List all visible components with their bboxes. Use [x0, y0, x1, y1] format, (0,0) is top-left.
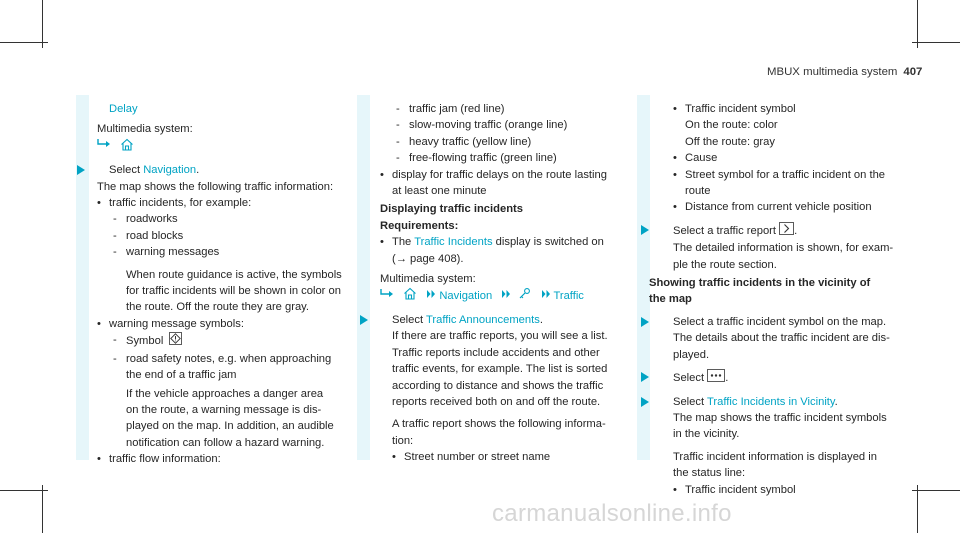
paragraph-line: reports received both on and off the route.	[392, 395, 601, 408]
list-item: • Traffic incident symbol	[673, 103, 796, 115]
list-item: • The Traffic Incidents display is switched on	[380, 236, 604, 249]
list-item: • Street number or street name	[392, 451, 551, 464]
column-3	[649, 101, 911, 498]
paragraph-line: the status line:	[673, 467, 746, 480]
list-item: • Distance from current vehicle position	[673, 201, 872, 214]
list-item: • Street symbol for a traffic incident on the	[673, 168, 886, 181]
step-arrow-icon	[77, 165, 85, 175]
highlight-strip	[357, 95, 370, 460]
paragraph: The map shows the following traffic information:	[97, 180, 334, 193]
sub-list-continuation: the end of a traffic jam	[126, 369, 237, 382]
sub-list-item: - roadworks	[113, 213, 178, 226]
step-select-vicinity: Select Traffic Incidents in Vicinity.	[661, 394, 911, 410]
return-arrow-icon	[97, 138, 111, 155]
menu-label: Multimedia system:	[380, 273, 476, 286]
header-title: MBUX multimedia system	[767, 66, 898, 78]
note-line: notification can follow a hazard warning.	[126, 436, 325, 449]
crop-mark	[912, 490, 960, 491]
paragraph-line: tion:	[392, 434, 414, 447]
step-arrow-icon	[641, 317, 649, 327]
list-detail: On the route: color	[685, 119, 778, 132]
list-item: • Traffic incident symbol	[673, 483, 796, 496]
crop-mark	[0, 490, 48, 491]
paragraph-line: If there are traffic reports, you will see a list.	[392, 330, 608, 343]
paragraph-line: Traffic reports include accidents and other	[392, 346, 600, 359]
list-item: • display for traffic delays on the route lasting	[380, 168, 607, 181]
home-icon[interactable]	[120, 138, 134, 156]
page-reference[interactable]: (→ page 408).	[392, 252, 464, 265]
crop-mark	[912, 42, 960, 43]
column-1	[97, 101, 355, 468]
step-select-navigation: Select Navigation.	[97, 162, 355, 178]
paragraph-line: ple the route section.	[673, 258, 777, 271]
sub-list-item: - road safety notes, e.g. when approaching	[113, 352, 332, 365]
paragraph-line: The map shows the traffic incident symbols	[673, 411, 887, 424]
traffic-announcements-link[interactable]: Traffic Announcements	[426, 313, 540, 326]
paragraph-line: in the vicinity.	[673, 428, 740, 441]
sub-list-item: - warning messages	[113, 246, 220, 259]
menu-label: Multimedia system:	[97, 123, 193, 136]
menu-path	[97, 138, 355, 156]
paragraph-line: according to distance and shows the traffic	[392, 379, 604, 392]
double-chevron-icon	[426, 288, 436, 304]
chevron-right-icon[interactable]	[779, 222, 794, 240]
step-arrow-icon	[641, 372, 649, 382]
sub-list-item: - traffic jam (red line)	[396, 103, 505, 115]
crop-mark	[42, 485, 43, 533]
paragraph-line: Traffic incident information is displayed in	[673, 450, 877, 463]
path-traffic[interactable]: Traffic	[553, 290, 584, 303]
column-2	[380, 101, 630, 466]
home-icon[interactable]	[403, 287, 417, 305]
traffic-incidents-vicinity-link[interactable]: Traffic Incidents in Vicinity	[707, 395, 835, 408]
crop-mark	[0, 42, 48, 43]
sub-list-item: - Symbol	[97, 332, 355, 350]
paragraph-line: played.	[673, 348, 710, 361]
note-line: on the route, a warning message is dis-	[126, 403, 322, 416]
path-navigation[interactable]: Navigation	[439, 290, 493, 303]
step-select-announcements: Select Traffic Announcements.	[380, 312, 630, 328]
step-select-symbol: Select a traffic incident symbol on the map.	[661, 314, 911, 330]
section-heading: Displaying traffic incidents	[380, 203, 523, 216]
sub-list-item: - free-flowing traffic (green line)	[396, 152, 557, 165]
nav-settings-icon[interactable]	[518, 287, 531, 305]
list-item: • traffic incidents, for example:	[97, 197, 252, 210]
menu-path	[380, 287, 630, 305]
list-continuation: at least one minute	[392, 185, 487, 198]
navigation-link[interactable]: Navigation	[143, 164, 197, 177]
step-arrow-icon	[360, 315, 368, 325]
highlight-strip	[76, 95, 89, 460]
note-line: When route guidance is active, the symbols	[126, 268, 342, 281]
crop-mark	[917, 0, 918, 48]
paragraph-line: traffic events, for example. The list is sorted	[392, 363, 608, 376]
crop-mark	[917, 485, 918, 533]
list-item: • warning message symbols:	[97, 317, 244, 330]
sub-list-item: - heavy traffic (yellow line)	[396, 135, 532, 148]
list-item: • traffic flow information:	[97, 453, 221, 466]
more-options-icon[interactable]	[707, 369, 725, 387]
warning-diamond-icon	[169, 332, 182, 350]
list-continuation: route	[685, 185, 711, 198]
paragraph-line: A traffic report shows the following informa-	[392, 418, 606, 431]
double-chevron-icon	[501, 288, 511, 304]
return-arrow-icon	[380, 288, 394, 305]
section-heading: the map	[649, 293, 692, 306]
note-line: If the vehicle approaches a danger area	[126, 387, 324, 400]
page-header	[767, 66, 922, 78]
list-item: • Cause	[673, 152, 718, 165]
note-line: for traffic incidents will be shown in color on	[126, 285, 341, 298]
traffic-incidents-link[interactable]: Traffic Incidents	[414, 236, 493, 249]
double-chevron-icon	[541, 288, 551, 304]
list-detail: Off the route: gray	[685, 135, 775, 148]
note-line: the route. Off the route they are gray.	[126, 301, 310, 314]
watermark: carmanualsonline.info	[492, 500, 732, 527]
step-select-report: Select a traffic report .	[661, 222, 911, 240]
section-heading: Showing traffic incidents in the vicinity of	[649, 277, 871, 290]
paragraph-line: The detailed information is shown, for exam-	[673, 242, 894, 255]
step-arrow-icon	[641, 397, 649, 407]
paragraph-line: The details about the traffic incident are dis-	[673, 332, 890, 345]
requirements-label: Requirements:	[380, 219, 459, 232]
step-select-more: Select .	[661, 369, 911, 387]
sub-list-item: - road blocks	[113, 229, 184, 242]
page-number: 407	[903, 66, 923, 78]
note-line: played on the map. In addition, an audible	[126, 420, 334, 433]
crop-mark	[42, 0, 43, 48]
step-arrow-icon	[641, 225, 649, 235]
section-link[interactable]: Delay	[109, 103, 138, 115]
sub-list-item: - slow-moving traffic (orange line)	[396, 119, 568, 132]
